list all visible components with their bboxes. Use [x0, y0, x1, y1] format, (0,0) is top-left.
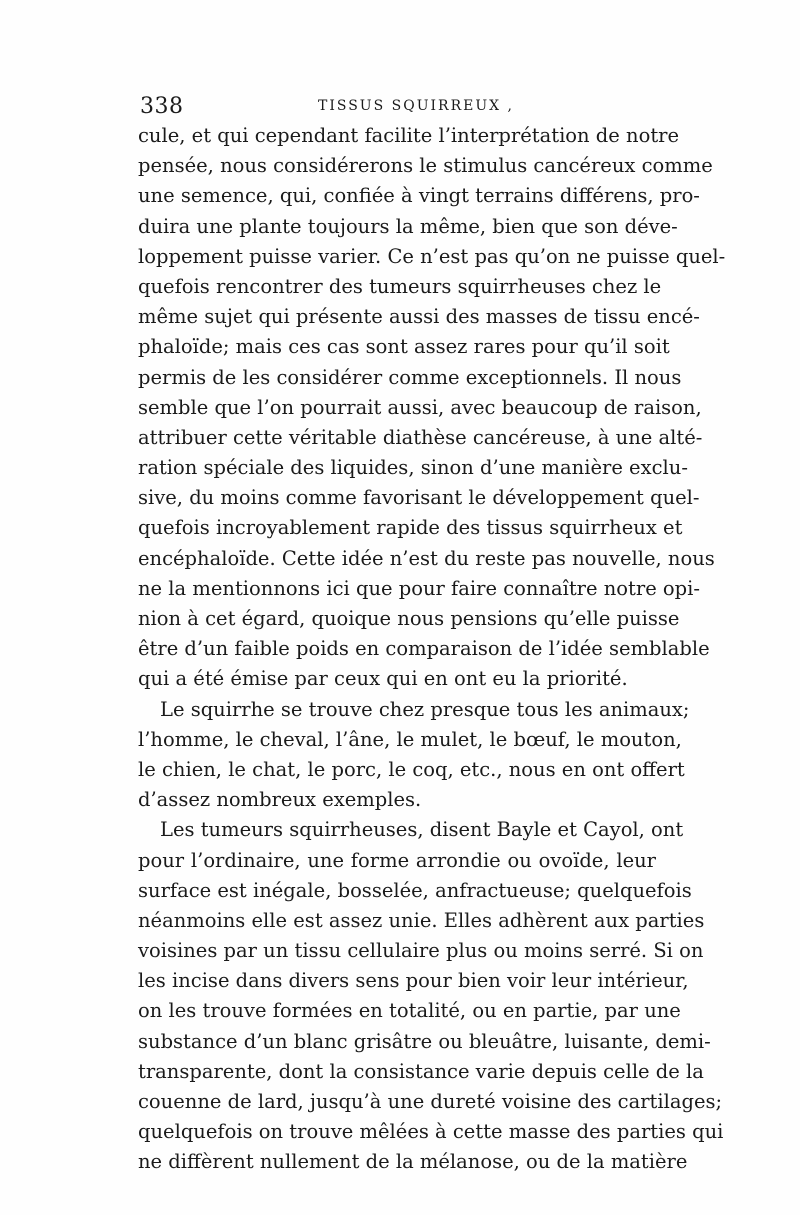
text-line: sive, du moins comme favorisant le développement quel-: [138, 486, 700, 510]
text-line: phaloïde; mais ces cas sont assez rares pour qu’il soit: [138, 335, 670, 359]
text-line: on les trouve formées en totalité, ou en partie, par une: [138, 999, 681, 1023]
paragraph-start-line: Le squirrhe se trouve chez presque tous les animaux;: [160, 697, 690, 721]
text-line: même sujet qui présente aussi des masses de tissu encé-: [138, 305, 700, 329]
text-line: quefois incroyablement rapide des tissus squirrheux et: [138, 516, 683, 540]
text-line: les incise dans divers sens pour bien voir leur intérieur,: [138, 969, 689, 993]
page-header: [140, 94, 660, 124]
text-line: être d’un faible poids en comparaison de l’idée semblable: [138, 637, 710, 661]
text-line: surface est inégale, bosselée, anfractueuse; quelquefois: [138, 878, 692, 902]
page-number: 338: [140, 94, 184, 119]
text-line: l’homme, le cheval, l’âne, le mulet, le bœuf, le mouton,: [138, 727, 682, 751]
text-line: une semence, qui, confiée à vingt terrains différens, pro-: [138, 184, 700, 208]
text-line: quefois rencontrer des tumeurs squirrheuses chez le: [138, 274, 662, 298]
text-line: attribuer cette véritable diathèse cancéreuse, à une alté-: [138, 425, 703, 449]
text-line: semble que l’on pourrait aussi, avec beaucoup de raison,: [138, 395, 702, 419]
text-line: transparente, dont la consistance varie depuis celle de la: [138, 1059, 704, 1083]
text-line: nion à cet égard, quoique nous pensions qu’elle puisse: [138, 607, 680, 630]
paragraph-end-line: qui a été émise par ceux qui en ont eu la priorité.: [138, 667, 628, 691]
text-line: le chien, le chat, le porc, le coq, etc., nous en ont offert: [138, 757, 685, 781]
text-line: voisines par un tissu cellulaire plus ou moins serré. Si on: [138, 939, 704, 963]
text-line: quelquefois on trouve mêlées à cette masse des parties qui: [138, 1120, 724, 1144]
text-line: substance d’un blanc grisâtre ou bleuâtre, luisante, demi-: [138, 1029, 711, 1053]
running-title: TISSUS SQUIRREUX ,: [318, 98, 515, 114]
text-line: ne diffèrent nullement de la mélanose, ou de la matière: [138, 1150, 688, 1174]
text-line: ration spéciale des liquides, sinon d’une manière exclu-: [138, 456, 688, 480]
text-line: ne la mentionnons ici que pour faire connaître notre opi-: [138, 576, 700, 600]
text-line: permis de les considérer comme exceptionnels. Il nous: [138, 365, 682, 389]
text-line: néanmoins elle est assez unie. Elles adhèrent aux parties: [138, 908, 705, 932]
text-line: encéphaloïde. Cette idée n’est du reste pas nouvelle, nous: [138, 546, 715, 570]
paragraph-start-line: Les tumeurs squirrheuses, disent Bayle et Cayol, ont: [160, 818, 684, 842]
body-text: [138, 121, 726, 1178]
text-line: duira une plante toujours la même, bien que son déve-: [138, 214, 678, 238]
text-line: pensée, nous considérerons le stimulus cancéreux comme: [138, 154, 713, 178]
text-line: cule, et qui cependant facilite l’interprétation de notre: [138, 124, 680, 147]
paragraph-end-line: d’assez nombreux exemples.: [138, 788, 422, 812]
text-line: couenne de lard, jusqu’à une dureté voisine des cartilages;: [138, 1090, 723, 1113]
text-line: loppement puisse varier. Ce n’est pas qu’on ne puisse quel-: [138, 244, 726, 268]
text-line: pour l’ordinaire, une forme arrondie ou ovoïde, leur: [138, 848, 656, 872]
